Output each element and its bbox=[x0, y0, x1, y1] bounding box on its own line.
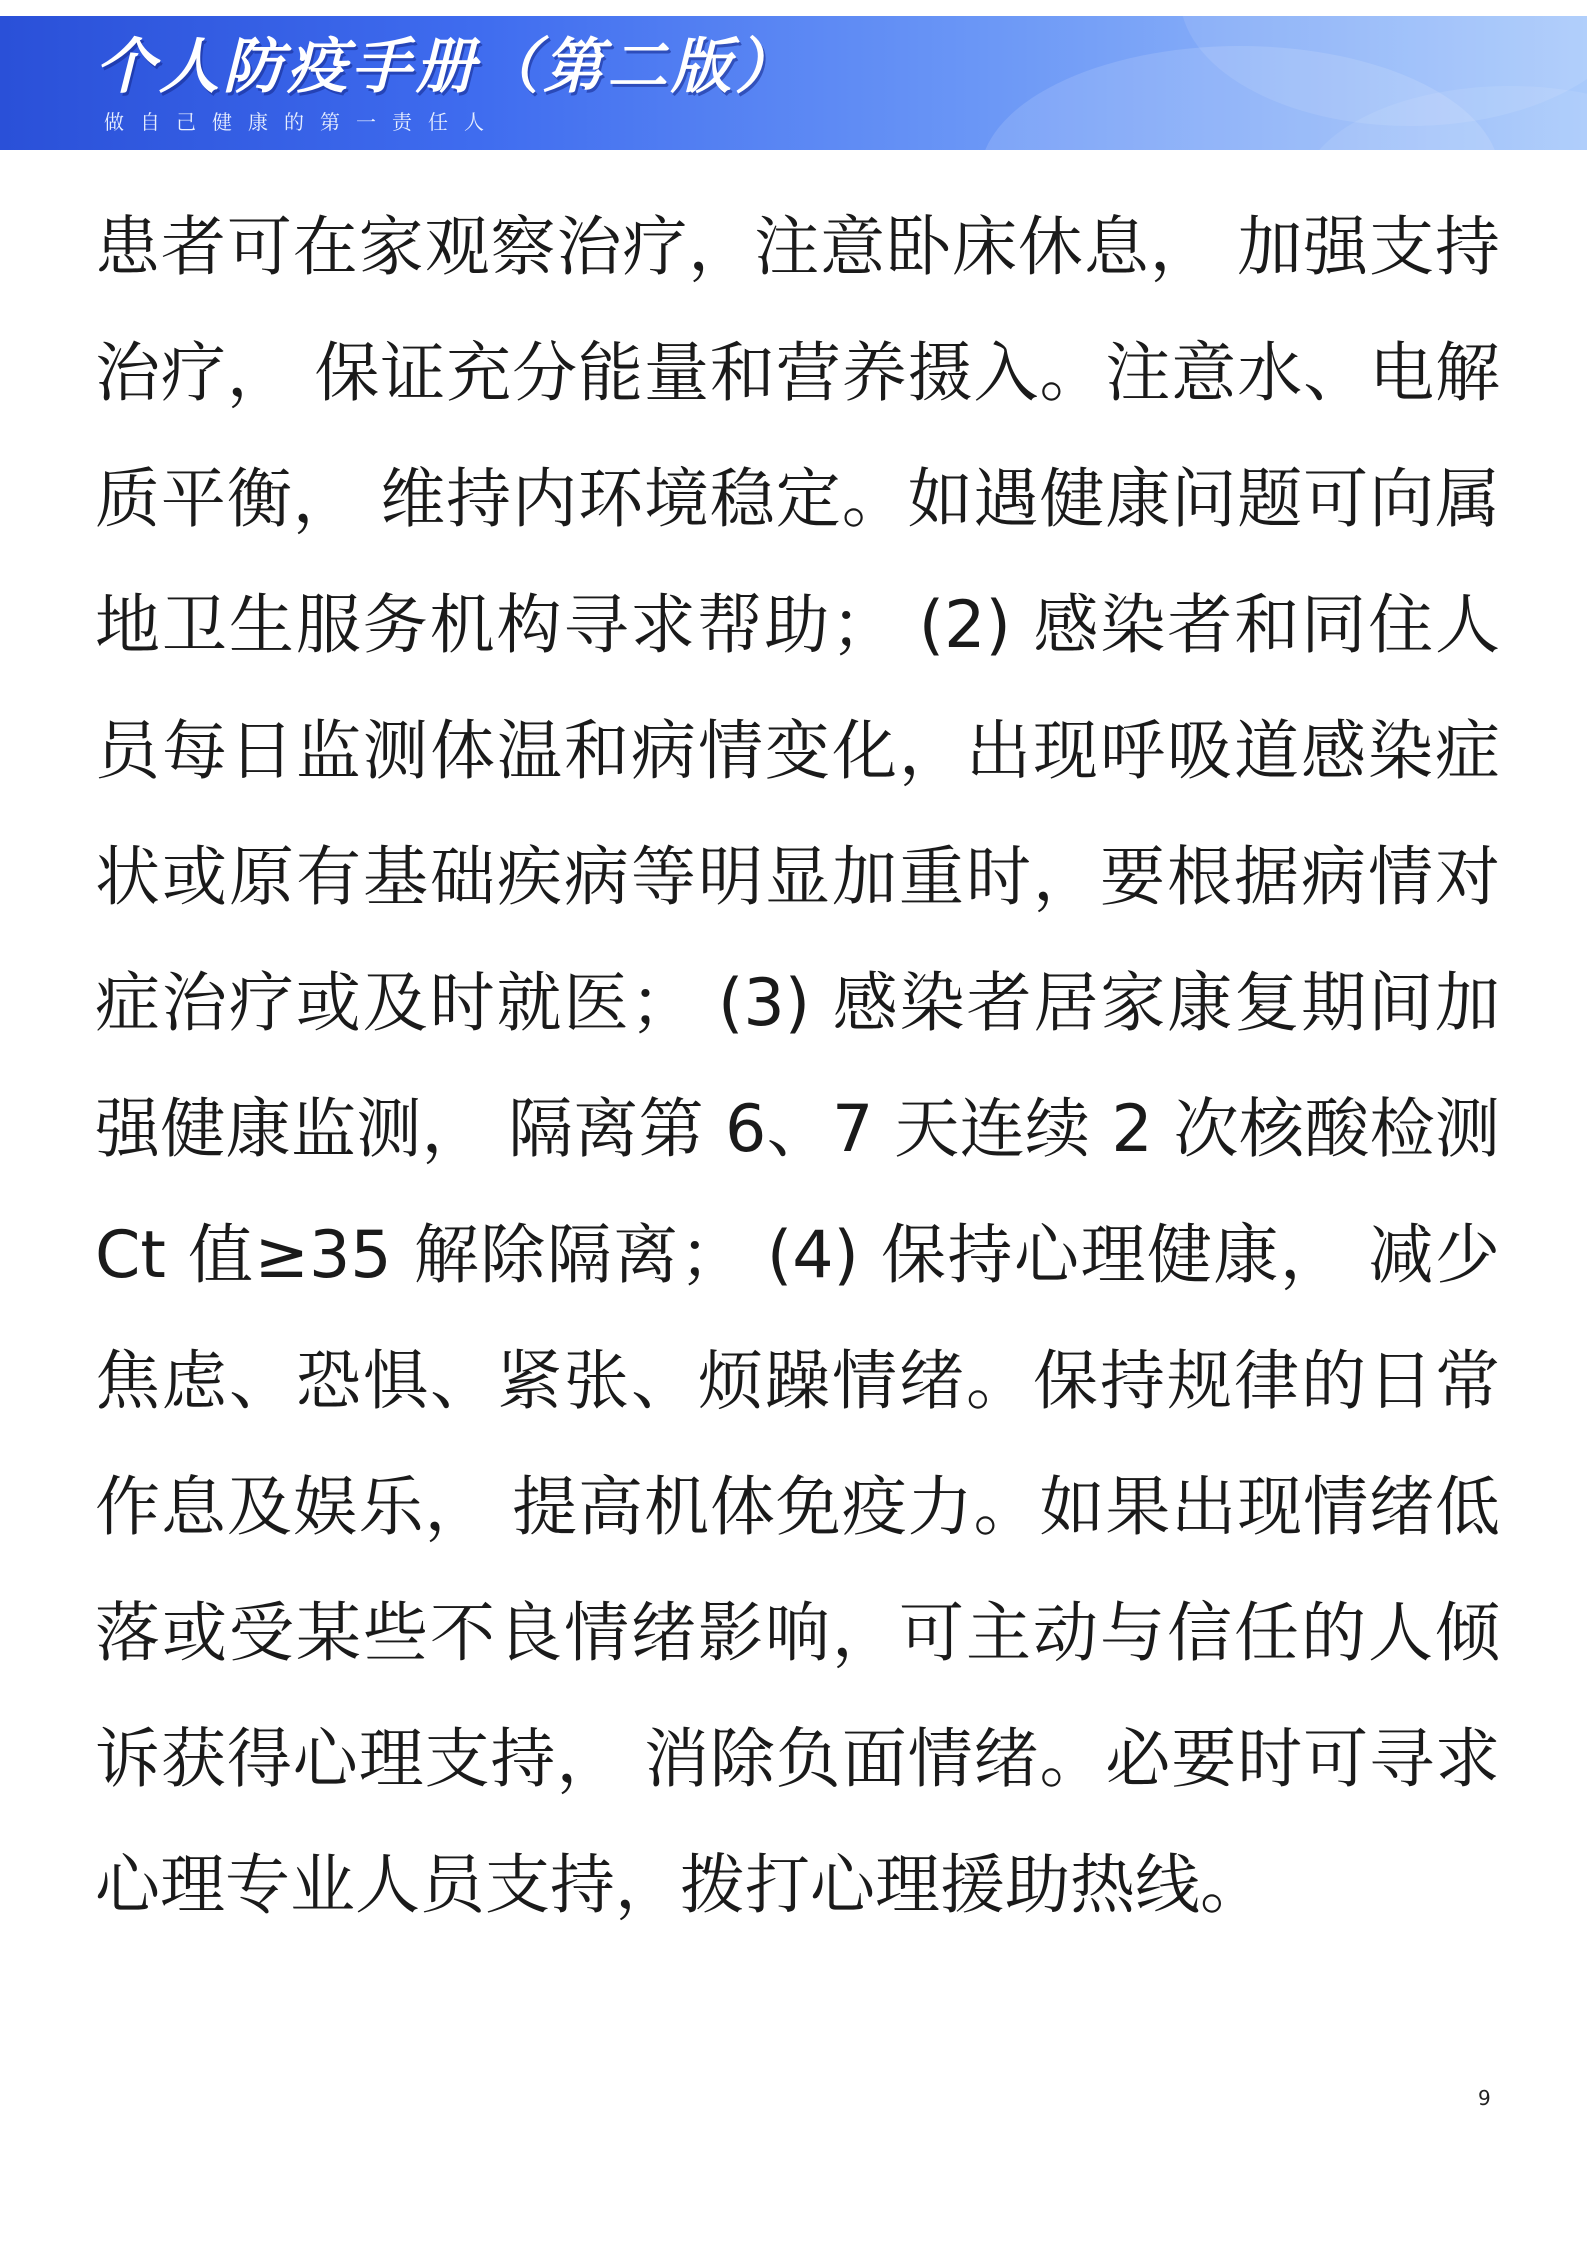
page-number: 9 bbox=[1478, 2086, 1491, 2110]
body-paragraph: 患者可在家观察治疗，注意卧床休息， 加强支持治疗， 保证充分能量和营养摄入。注意水、电解质平衡， 维持内环境稳定。如遇健康问题可向属地卫生服务机构寻求帮助； (2) 感染者和同住人员每日监测体温和病情变化，出现呼吸道感染症状或原有基础疾病等明显加重时，要根据病情对症治疗或及时就医； (3) 感染者居家康复期间加强健康监测， 隔离第 6、7 天连续 2 次核酸检测 Ct 值≥35 解除隔离； (4) 保持心理健康， 减少焦虑、恐惧、紧张、烦躁情绪。保持规律的日常作息及娱乐， 提高机体免疫力。如果出现情绪低落或受某些不良情绪影响，可主动与信任的人倾诉获得心理支持， 消除负面情绪。必要时可寻求心理专业人员支持，拨打心理援助热线。 bbox=[95, 210, 1500, 1923]
document-subtitle: 做自己健康的第一责任人 bbox=[104, 110, 500, 134]
document-title: 个人防疫手册（第二版） bbox=[95, 32, 799, 102]
page-header-banner bbox=[0, 16, 1587, 150]
